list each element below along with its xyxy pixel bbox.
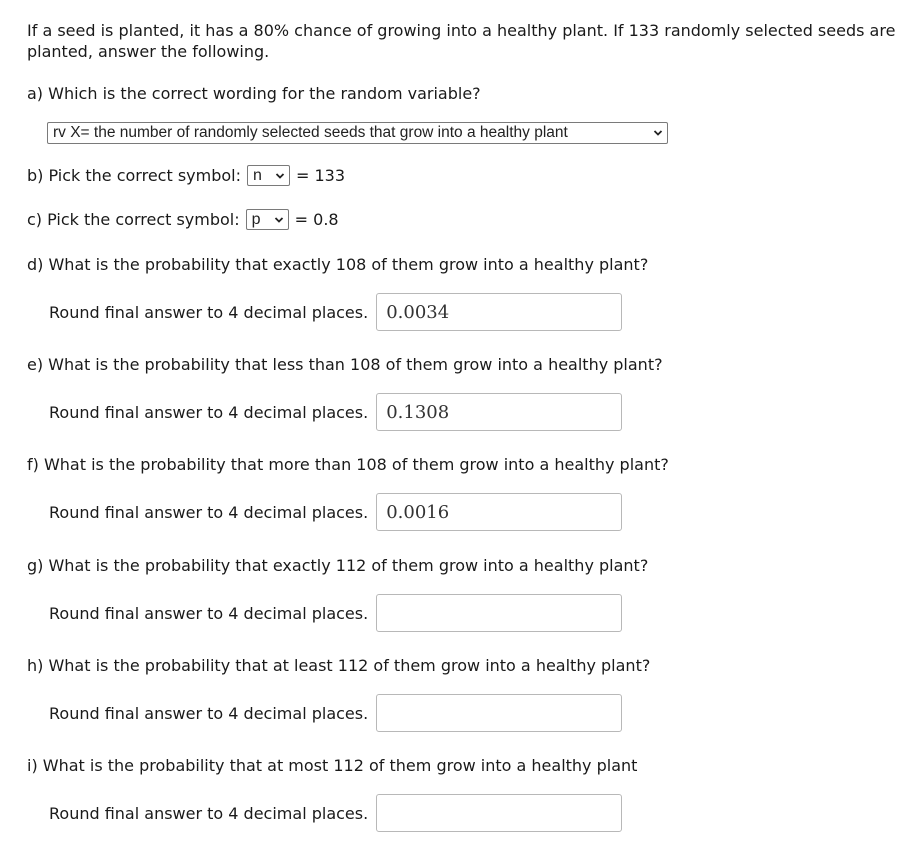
round-instruction: Round final answer to 4 decimal places. xyxy=(49,703,369,723)
question-g: g) What is the probability that exactly 112 of them grow into a healthy plant? xyxy=(27,556,649,575)
round-instruction: Round final answer to 4 decimal places. xyxy=(49,502,369,522)
answer-row-g xyxy=(49,594,622,632)
answer-row-f xyxy=(49,493,622,531)
question-c-value: = 0.8 xyxy=(294,209,339,229)
answer-input-i[interactable] xyxy=(376,794,622,832)
question-i: i) What is the probability that at most 112 of them grow into a healthy plant xyxy=(27,756,638,775)
answer-input-g[interactable] xyxy=(376,594,622,632)
question-c xyxy=(27,209,339,230)
answer-row-h xyxy=(49,694,622,732)
question-f: f) What is the probability that more than 108 of them grow into a healthy plant? xyxy=(27,455,669,474)
answer-input-f[interactable]: 0.0016 xyxy=(376,493,622,531)
question-a: a) Which is the correct wording for the random variable? xyxy=(27,84,481,103)
chevron-down-icon xyxy=(653,128,663,138)
answer-input-d[interactable]: 0.0034 xyxy=(376,293,622,331)
round-instruction: Round final answer to 4 decimal places. xyxy=(49,603,369,623)
question-b xyxy=(27,165,345,186)
question-d: d) What is the probability that exactly 108 of them grow into a healthy plant? xyxy=(27,255,649,274)
round-instruction: Round final answer to 4 decimal places. xyxy=(49,402,369,422)
answer-row-e xyxy=(49,393,622,431)
round-instruction: Round final answer to 4 decimal places. xyxy=(49,803,369,823)
chevron-down-icon xyxy=(274,215,284,225)
symbol-select-c-value: p xyxy=(251,210,261,228)
answer-input-e[interactable]: 0.1308 xyxy=(376,393,622,431)
chevron-down-icon xyxy=(275,171,285,181)
answer-row-i xyxy=(49,794,622,832)
random-variable-select-value: rv X= the number of randomly selected seeds that grow into a healthy plant xyxy=(53,124,568,141)
answer-row-d xyxy=(49,293,622,331)
symbol-select-c[interactable] xyxy=(246,209,289,230)
question-e: e) What is the probability that less than 108 of them grow into a healthy plant? xyxy=(27,355,663,374)
random-variable-select[interactable] xyxy=(47,122,668,144)
symbol-select-b[interactable] xyxy=(247,165,290,186)
question-h: h) What is the probability that at least 112 of them grow into a healthy plant? xyxy=(27,656,651,675)
question-b-value: = 133 xyxy=(296,165,346,185)
answer-input-h[interactable] xyxy=(376,694,622,732)
problem-statement: If a seed is planted, it has a 80% chance of growing into a healthy plant. If 133 randomly selected seeds are planted, answer the following. xyxy=(27,21,896,61)
question-c-label: c) Pick the correct symbol: xyxy=(27,209,240,229)
round-instruction: Round final answer to 4 decimal places. xyxy=(49,302,369,322)
question-b-label: b) Pick the correct symbol: xyxy=(27,165,241,185)
symbol-select-b-value: n xyxy=(253,166,262,184)
